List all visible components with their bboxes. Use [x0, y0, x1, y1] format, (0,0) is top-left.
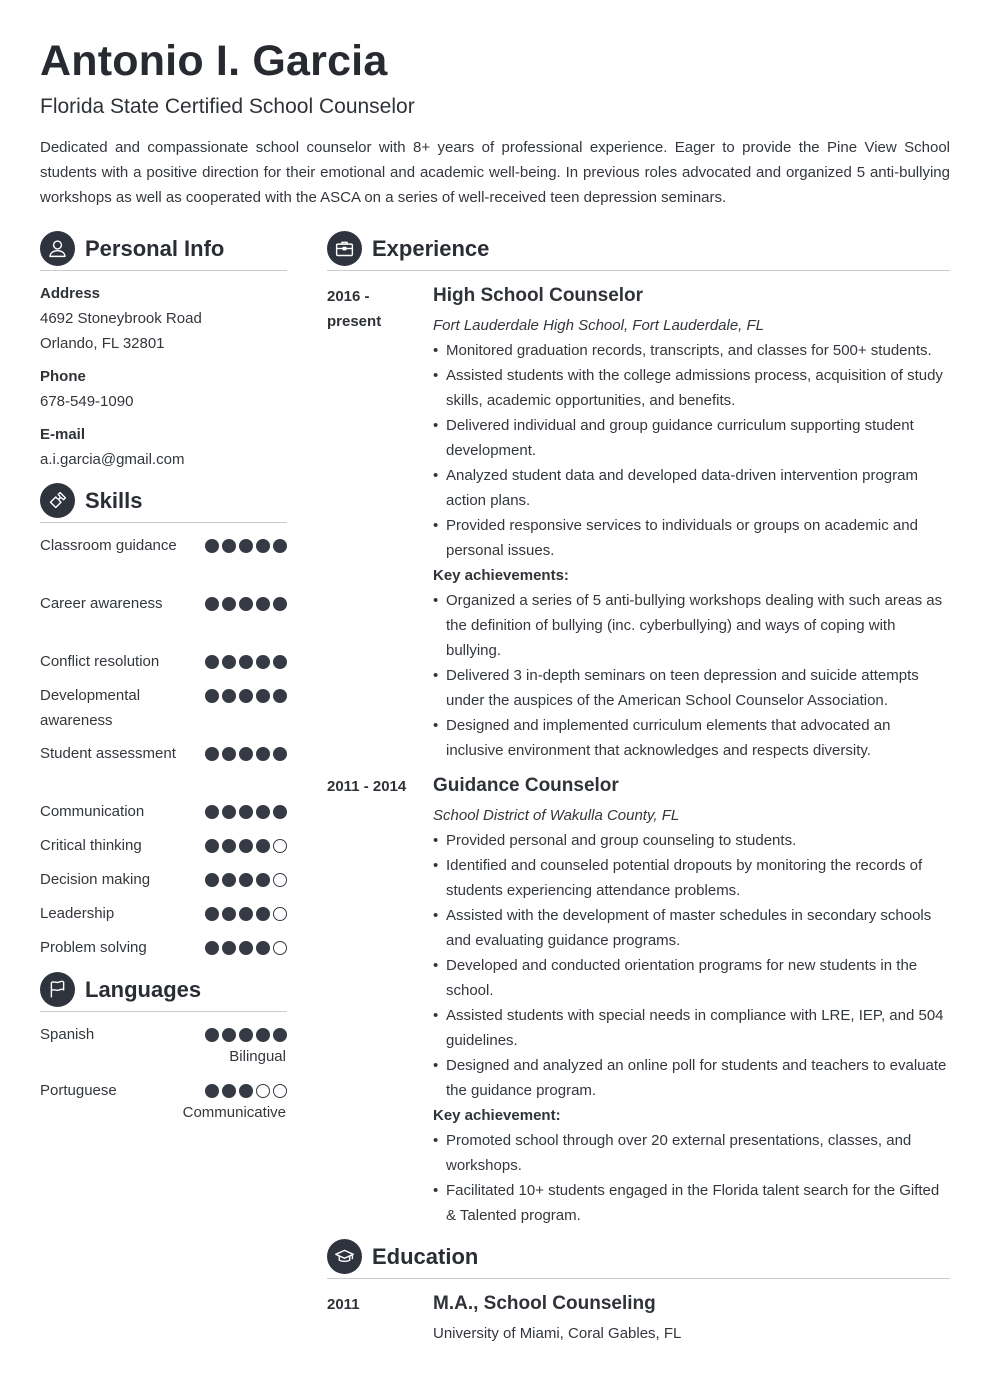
flag-icon [40, 972, 75, 1007]
rating-dot-filled [273, 597, 287, 611]
address-line-2: Orlando, FL 32801 [40, 335, 165, 352]
skills-heading [40, 483, 287, 523]
candidate-name: Antonio I. Garcia [40, 37, 388, 85]
rating-dot-empty [273, 839, 287, 853]
bullet-item: • Assisted students with special needs in compliance with LRE, IEP, and 504 guidelines. [433, 1003, 950, 1053]
job-company: School District of Wakulla County, FL [433, 807, 680, 824]
section-title: Education [372, 1244, 479, 1269]
rating-dot-filled [239, 873, 253, 887]
skill-rating [205, 805, 287, 819]
language-name: Spanish [40, 1026, 95, 1043]
language-rating [205, 1084, 287, 1098]
language-name: Portuguese [40, 1082, 117, 1099]
job-title: Guidance Counselor [433, 775, 619, 796]
bullet-item: • Delivered 3 in-depth seminars on teen depression and suicide attempts under the auspices of the American School Counselor Association. [433, 663, 950, 713]
rating-dot-filled [239, 907, 253, 921]
rating-dot-filled [222, 597, 236, 611]
skill-name: Problem solving [40, 939, 147, 956]
rating-dot-filled [239, 1084, 253, 1098]
graduation-cap-icon [327, 1239, 362, 1274]
rating-dot-empty [273, 941, 287, 955]
language-level: Bilingual [229, 1048, 286, 1065]
skill-name: Decision making [40, 871, 151, 888]
rating-dot-empty [256, 1084, 270, 1098]
skill-rating [205, 873, 287, 887]
experience-heading [327, 231, 950, 271]
rating-dot-filled [222, 941, 236, 955]
bullet-item: • Delivered individual and group guidance curriculum supporting student development. [433, 413, 950, 463]
rating-dot-filled [222, 839, 236, 853]
skill-name: Communication [40, 803, 145, 820]
user-icon [40, 231, 75, 266]
profile-summary: Dedicated and compassionate school counselor with 8+ years of professional experience. Eager to provide the Pine View School students with a positive direction for their emotional and academic well-being. In previous roles advocated and organized 5 anti-bullying workshops as well as cooperated with the ASCA on a series of well-received teen depression seminars. [40, 139, 950, 206]
skill-rating [205, 597, 287, 611]
phone-label: Phone [40, 368, 86, 385]
skill-rating [205, 941, 287, 955]
rating-dot-filled [239, 539, 253, 553]
job-duties-list [433, 828, 950, 1103]
skill-name: Conflict resolution [40, 653, 160, 670]
rating-dot-filled [256, 597, 270, 611]
job-title: High School Counselor [433, 285, 644, 306]
rating-dot-filled [256, 539, 270, 553]
section-title: Languages [85, 977, 202, 1002]
bullet-item: • Assisted with the development of master schedules in secondary schools and evaluating guidance programs. [433, 903, 950, 953]
job-achievements-list [433, 1128, 950, 1228]
rating-dot-filled [222, 1084, 236, 1098]
section-divider [327, 270, 950, 271]
job-company: Fort Lauderdale High School, Fort Lauderdale, FL [433, 317, 765, 334]
rating-dot-filled [239, 839, 253, 853]
education-degree: M.A., School Counseling [433, 1293, 656, 1314]
bullet-item: • Designed and implemented curriculum elements that advocated an inclusive environment that acknowledges and respects diversity. [433, 713, 950, 763]
section-divider [40, 522, 287, 523]
education-heading [327, 1239, 950, 1279]
briefcase-icon [327, 231, 362, 266]
bullet-item: • Assisted students with the college admissions process, acquisition of study skills, academic opportunities, and benefits. [433, 363, 950, 413]
rating-dot-filled [222, 539, 236, 553]
address-line-1: 4692 Stoneybrook Road [40, 310, 202, 327]
puzzle-icon [40, 483, 75, 518]
achievements-label: Key achievements: [433, 567, 569, 584]
rating-dot-filled [205, 873, 219, 887]
rating-dot-filled [239, 597, 253, 611]
language-rating [205, 1028, 287, 1042]
bullet-item: • Facilitated 10+ students engaged in the Florida talent search for the Gifted & Talented program. [433, 1178, 950, 1228]
rating-dot-filled [205, 1028, 219, 1042]
rating-dot-filled [239, 655, 253, 669]
rating-dot-empty [273, 907, 287, 921]
job-duties-list [433, 338, 950, 563]
skill-rating [205, 689, 287, 703]
skill-name: Student assessment [40, 745, 176, 762]
rating-dot-filled [222, 689, 236, 703]
bullet-item: • Provided responsive services to individuals or groups on academic and personal issues. [433, 513, 950, 563]
rating-dot-filled [222, 1028, 236, 1042]
rating-dot-filled [222, 655, 236, 669]
job-dates: 2011 - 2014 [327, 778, 407, 795]
skill-rating [205, 907, 287, 921]
skill-name: Career awareness [40, 595, 163, 612]
skill-name: Classroom guidance [40, 537, 177, 554]
rating-dot-filled [273, 747, 287, 761]
rating-dot-filled [256, 873, 270, 887]
rating-dot-filled [222, 907, 236, 921]
section-divider [327, 1278, 950, 1279]
personal-info-heading [40, 231, 287, 271]
section-title: Experience [372, 236, 490, 261]
email-label: E-mail [40, 426, 86, 443]
rating-dot-empty [273, 1084, 287, 1098]
bullet-item: • Promoted school through over 20 external presentations, classes, and workshops. [433, 1128, 950, 1178]
skill-rating [205, 539, 287, 553]
bullet-item: • Analyzed student data and developed data-driven intervention program action plans. [433, 463, 950, 513]
language-row [40, 1022, 287, 1070]
rating-dot-filled [256, 1028, 270, 1042]
rating-dot-filled [205, 655, 219, 669]
skill-name: Developmental awareness [40, 687, 141, 729]
bullet-item: • Developed and conducted orientation programs for new students in the school. [433, 953, 950, 1003]
rating-dot-filled [256, 747, 270, 761]
candidate-title: Florida State Certified School Counselor [40, 95, 415, 118]
education-year: 2011 [327, 1296, 360, 1313]
rating-dot-filled [205, 689, 219, 703]
rating-dot-filled [273, 689, 287, 703]
rating-dot-filled [273, 1028, 287, 1042]
rating-dot-filled [205, 1084, 219, 1098]
rating-dot-filled [239, 805, 253, 819]
bullet-item: • Designed and analyzed an online poll for students and teachers to evaluate the guidance program. [433, 1053, 950, 1103]
rating-dot-filled [273, 655, 287, 669]
skill-rating [205, 655, 287, 669]
rating-dot-filled [256, 907, 270, 921]
bullet-item: • Identified and counseled potential dropouts by monitoring the records of students experiencing attendance problems. [433, 853, 950, 903]
skill-name: Leadership [40, 905, 115, 922]
rating-dot-filled [222, 747, 236, 761]
achievements-label: Key achievement: [433, 1107, 561, 1124]
section-title: Personal Info [85, 236, 225, 261]
rating-dot-filled [273, 805, 287, 819]
rating-dot-empty [273, 873, 287, 887]
section-divider [40, 1011, 287, 1012]
language-level: Communicative [182, 1104, 286, 1121]
section-title: Skills [85, 488, 143, 513]
skill-rating [205, 747, 287, 761]
address-label: Address [40, 285, 101, 302]
rating-dot-filled [205, 839, 219, 853]
rating-dot-filled [256, 655, 270, 669]
job-achievements-list [433, 588, 950, 763]
bullet-item: • Organized a series of 5 anti-bullying workshops dealing with such areas as the definition of bullying (inc. cyberbullying) and ways of coping with bullying. [433, 588, 950, 663]
rating-dot-filled [205, 907, 219, 921]
rating-dot-filled [205, 805, 219, 819]
rating-dot-filled [205, 941, 219, 955]
bullet-item: • Monitored graduation records, transcripts, and classes for 500+ students. [433, 338, 950, 363]
email-value: a.i.garcia@gmail.com [40, 451, 185, 468]
rating-dot-filled [273, 539, 287, 553]
section-divider [40, 270, 287, 271]
rating-dot-filled [222, 805, 236, 819]
phone-value: 678-549-1090 [40, 393, 134, 410]
rating-dot-filled [222, 873, 236, 887]
rating-dot-filled [205, 747, 219, 761]
rating-dot-filled [239, 1028, 253, 1042]
skill-name: Critical thinking [40, 837, 142, 854]
bullet-item: • Provided personal and group counseling to students. [433, 828, 950, 853]
languages-heading [40, 972, 287, 1012]
skill-rating [205, 839, 287, 853]
rating-dot-filled [239, 689, 253, 703]
rating-dot-filled [205, 539, 219, 553]
rating-dot-filled [256, 941, 270, 955]
rating-dot-filled [205, 597, 219, 611]
rating-dot-filled [239, 941, 253, 955]
rating-dot-filled [256, 839, 270, 853]
language-row [40, 1078, 287, 1126]
job-dates: 2016 - present [327, 288, 382, 330]
rating-dot-filled [256, 805, 270, 819]
education-school: University of Miami, Coral Gables, FL [433, 1325, 682, 1342]
rating-dot-filled [239, 747, 253, 761]
rating-dot-filled [256, 689, 270, 703]
